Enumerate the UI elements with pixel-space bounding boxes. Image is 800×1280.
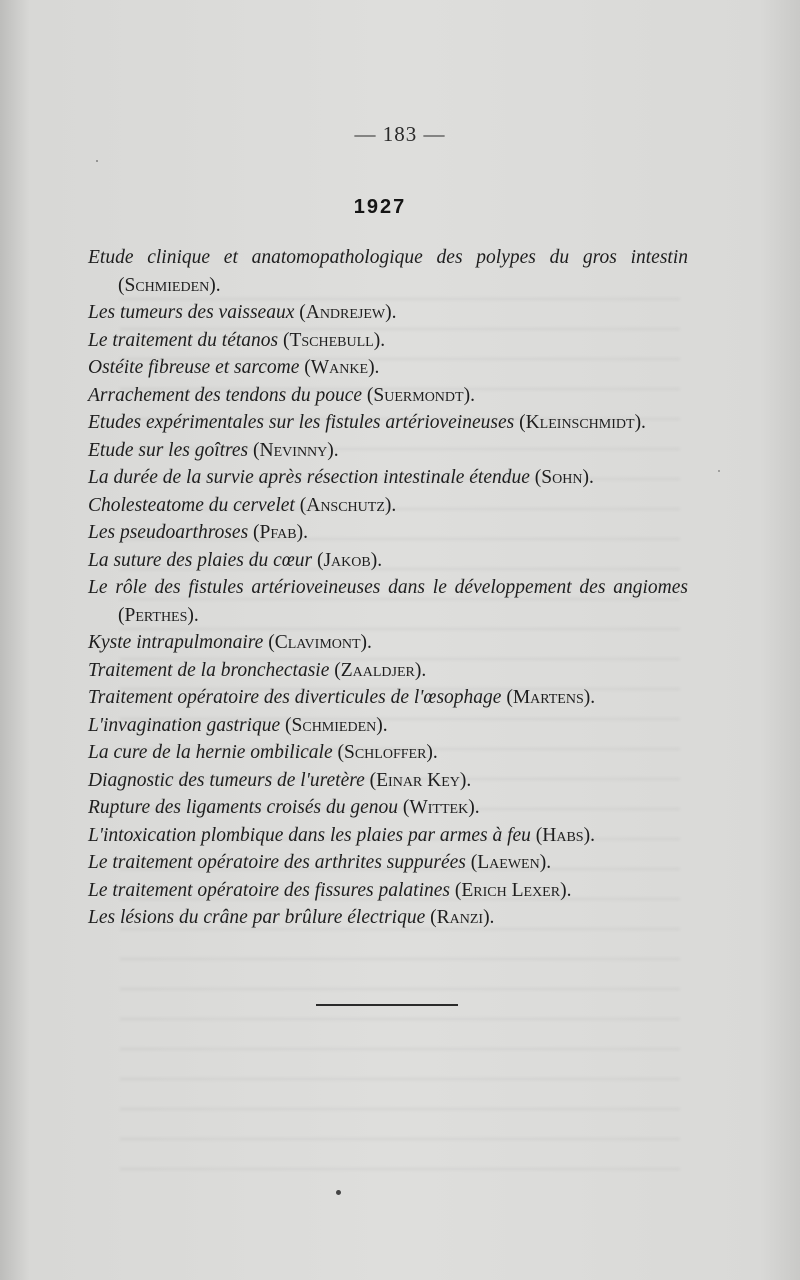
entry-author: Nevinny: [259, 439, 328, 461]
entry-title: La cure de la hernie ombilicale: [88, 742, 333, 763]
entry-author: Schloffer: [343, 742, 427, 763]
bibliography-entry: L'invagination gastrique (Schmieden).: [88, 714, 388, 736]
entry-author: Zaaldjer: [340, 659, 415, 681]
entry-title: Etude clinique et anatomopathologique des polypes du gros intestin: [88, 247, 688, 268]
entry-title: Les tumeurs des vaisseaux: [88, 302, 295, 323]
page-number: — 183 —: [354, 122, 446, 146]
entry-author: Anschutz: [306, 494, 385, 516]
bibliography-entry: Rupture des ligaments croisés du genou (Wittek).: [88, 797, 480, 818]
entry-author: Clavimont: [274, 632, 361, 653]
paper-speck: [96, 160, 98, 162]
entry-author: Martens: [512, 687, 584, 708]
entry-title: Kyste intrapulmonaire: [88, 632, 264, 653]
entry-author: Habs: [542, 824, 584, 846]
entry-title: L'intoxication plombique dans les plaies par armes à feu: [88, 824, 531, 846]
entry-author: Einar Key: [376, 769, 460, 791]
entry-title: Le rôle des fistules artérioveineuses dans le développement des angiomes: [88, 577, 688, 598]
entry-title: Le traitement opératoire des fissures palatines: [88, 879, 450, 901]
entry-author: Jakob: [323, 549, 371, 571]
entry-title: Le traitement du tétanos: [88, 329, 279, 351]
entry-author: Laewen: [477, 852, 540, 873]
end-rule: [316, 1004, 458, 1006]
bibliography-entry: Arrachement des tendons du pouce (Suermondt).: [88, 384, 475, 406]
bibliography-entry: Le traitement opératoire des arthrites suppurées (Laewen).: [88, 852, 552, 873]
entry-title: Diagnostic des tumeurs de l'uretère: [88, 769, 365, 791]
entry-title: Rupture des ligaments croisés du genou: [88, 797, 398, 818]
entry-title: Cholesteatome du cervelet: [88, 494, 295, 516]
bibliography-entry: Cholesteatome du cervelet (Anschutz).: [88, 494, 397, 516]
bibliography-entry: Le traitement opératoire des fissures palatines (Erich Lexer).: [88, 879, 572, 901]
entry-author: Schmieden: [291, 714, 377, 736]
bibliography-entry: Etude sur les goîtres (Nevinny).: [88, 439, 339, 461]
entry-author: Perthes: [124, 604, 188, 626]
section-year-heading: 1927: [353, 196, 407, 218]
bibliography-entry: La durée de la survie après résection intestinale étendue (Sohn).: [88, 467, 594, 488]
entry-title: Traitement de la bronchectasie: [88, 659, 330, 681]
entry-title: Traitement opératoire des diverticules de l'œsophage: [88, 687, 502, 708]
bibliography-entry: Les tumeurs des vaisseaux (Andrejew).: [88, 302, 397, 323]
bibliography-list: [88, 244, 688, 932]
entry-author: Suermondt: [373, 384, 464, 406]
entry-title: Les pseudoarthroses: [88, 522, 249, 543]
bibliography-entry: Le rôle des fistules artérioveineuses dans le développement des angiomes (Perthes).: [88, 577, 688, 626]
entry-author: Kleinschmidt: [525, 412, 635, 433]
entry-title: Ostéite fibreuse et sarcome: [88, 357, 300, 378]
bibliography-entry: La cure de la hernie ombilicale (Schloffer).: [88, 742, 438, 763]
entry-author: Ranzi: [436, 907, 484, 928]
paper-speck: [718, 470, 720, 472]
bibliography-entry: Kyste intrapulmonaire (Clavimont).: [88, 632, 372, 653]
bibliography-entry: Etudes expérimentales sur les fistules artérioveineuses (Kleinschmidt).: [88, 412, 646, 433]
entry-author: Tschebull: [289, 329, 374, 351]
bibliography-entry: La suture des plaies du cœur (Jakob).: [88, 549, 383, 571]
entry-author: Andrejew: [305, 302, 386, 323]
bibliography-entry: Le traitement du tétanos (Tschebull).: [88, 329, 386, 351]
paper-speck: [336, 1190, 341, 1195]
entry-author: Schmieden: [124, 274, 210, 296]
entry-author: Wanke: [310, 357, 369, 378]
entry-author: Wittek: [409, 797, 469, 818]
entry-author: Sohn: [541, 467, 583, 488]
bibliography-entry: Etude clinique et anatomopathologique des polypes du gros intestin (Schmieden).: [88, 247, 688, 296]
bibliography-entry: Traitement opératoire des diverticules de l'œsophage (Martens).: [88, 687, 596, 708]
entry-title: Le traitement opératoire des arthrites suppurées: [88, 852, 466, 873]
entry-author: Pfab: [259, 522, 297, 543]
entry-title: Etude sur les goîtres: [88, 439, 249, 461]
bibliography-entry: Diagnostic des tumeurs de l'uretère (Einar Key).: [88, 769, 472, 791]
bibliography-entry: Traitement de la bronchectasie (Zaaldjer).: [88, 659, 427, 681]
entry-title: L'invagination gastrique: [88, 714, 281, 736]
bibliography-entry: Les pseudoarthroses (Pfab).: [88, 522, 308, 543]
entry-title: Les lésions du crâne par brûlure électrique: [88, 907, 426, 928]
entry-title: Arrachement des tendons du pouce: [88, 384, 363, 406]
entry-title: La suture des plaies du cœur: [88, 549, 313, 571]
bibliography-entry: L'intoxication plombique dans les plaies par armes à feu (Habs).: [88, 824, 595, 846]
bibliography-entry: Ostéite fibreuse et sarcome (Wanke).: [88, 357, 380, 378]
entry-title: La durée de la survie après résection intestinale étendue: [88, 467, 530, 488]
entry-author: Erich Lexer: [461, 879, 561, 901]
entry-title: Etudes expérimentales sur les fistules artérioveineuses: [88, 412, 515, 433]
bibliography-entry: Les lésions du crâne par brûlure électrique (Ranzi).: [88, 907, 495, 928]
